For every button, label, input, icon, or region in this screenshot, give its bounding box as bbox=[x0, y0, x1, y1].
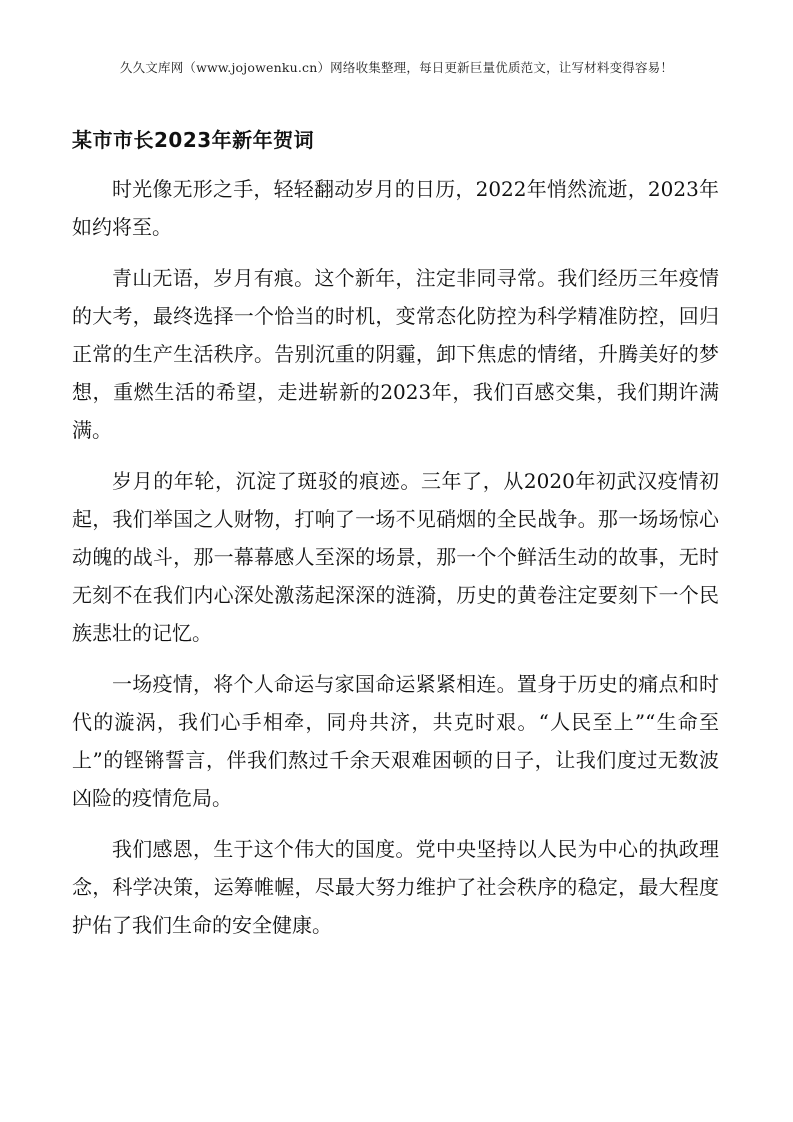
paragraph-3: 岁月的年轮，沉淀了斑驳的痕迹。三年了，从2020年初武汉疫情初起，我们举国之人财物，打响了一场不见硝烟的全民战争。那一场场惊心动魄的战斗，那一幕幕感人至深的场景，那一个个鲜活生动的故事，无时无刻不在我们内心深处激荡起深深的涟漪，历史的黄卷注定要刻下一个民族悲壮的记忆。 bbox=[72, 469, 719, 645]
paragraph-1: 时光像无形之手，轻轻翻动岁月的日历，2022年悄然流逝，2023年如约将至。 bbox=[72, 177, 719, 239]
document-body bbox=[72, 170, 719, 957]
paragraph-4: 一场疫情，将个人命运与家国命运紧紧相连。置身于历史的痛点和时代的漩涡，我们心手相牵，同舟共济，共克时艰。“人民至上”“生命至上”的铿锵誓言，伴我们熬过千余天艰难困顿的日子，让我们度过无数波凶险的疫情危局。 bbox=[72, 672, 719, 810]
document-title: 某市市长2023年新年贺词 bbox=[72, 128, 315, 152]
header-source-note: 久久文库网（www.jojowenku.cn）网络收集整理，每日更新巨量优质范文，让写材料变得容易！ bbox=[119, 60, 674, 75]
paragraph-5: 我们感恩，生于这个伟大的国度。党中央坚持以人民为中心的执政理念，科学决策，运筹帷幄，尽最大努力维护了社会秩序的稳定，最大程度护佑了我们生命的安全健康。 bbox=[72, 837, 719, 937]
paragraph-2: 青山无语，岁月有痕。这个新年，注定非同寻常。我们经历三年疫情的大考，最终选择一个恰当的时机，变常态化防控为科学精准防控，回归正常的生产生活秩序。告别沉重的阴霾，卸下焦虑的情绪，升腾美好的梦想，重燃生活的希望，走进崭新的2023年，我们百感交集，我们期许满满。 bbox=[72, 266, 719, 442]
